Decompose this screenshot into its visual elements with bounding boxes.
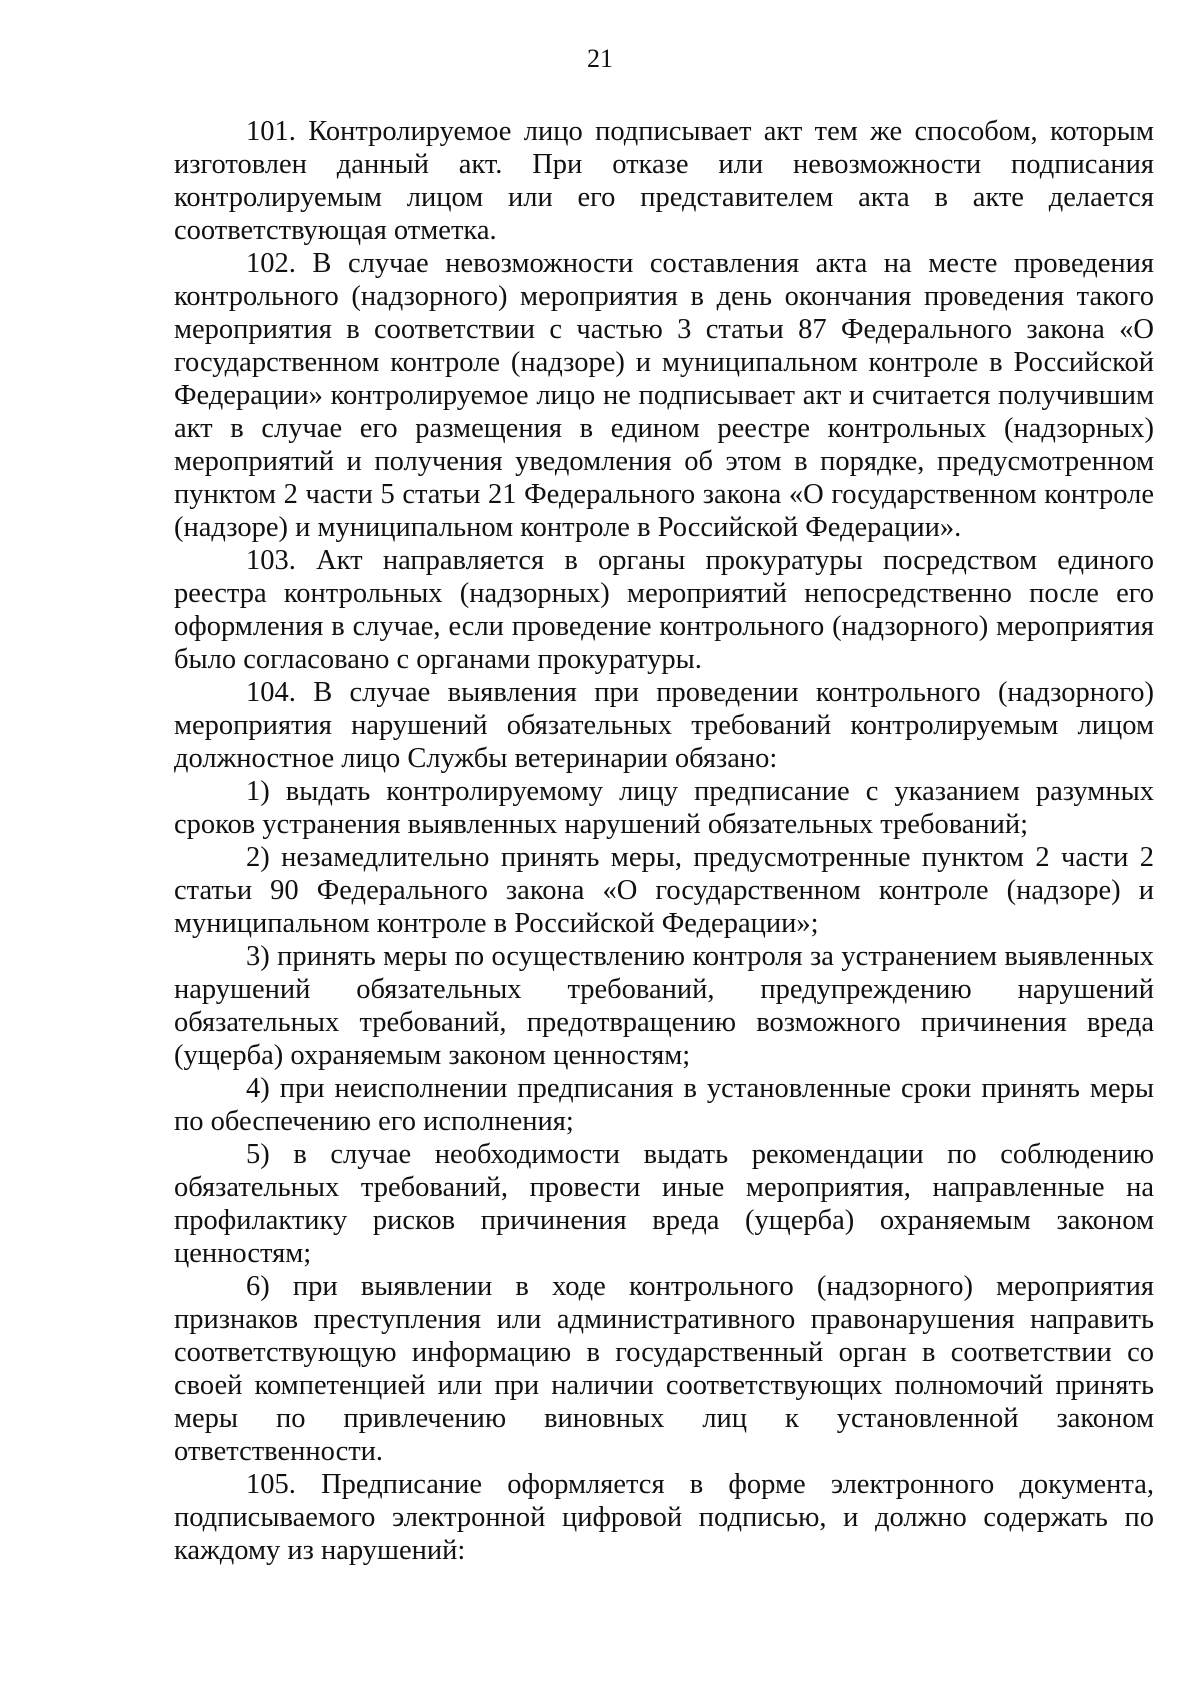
paragraph-103: 103. Акт направляется в органы прокуратуры посредством единого реестра контрольных (надзорных) мероприятий непосредственно после его оформления в случае, если проведение контрольного (надзорного) мероприятия было согласовано с органами прокуратуры. bbox=[174, 545, 1154, 675]
paragraph-101: 101. Контролируемое лицо подписывает акт тем же способом, которым изготовлен данный акт. При отказе или невозможности подписания контролируемым лицом или его представителем акта в акте делается соответствующая отметка. bbox=[174, 116, 1154, 246]
page-number: 21 bbox=[587, 44, 613, 73]
list-item-5: 5) в случае необходимости выдать рекомендации по соблюдению обязательных требований, провести иные мероприятия, направленные на профилактику рисков причинения вреда (ущерба) охраняемым законом ценностям; bbox=[174, 1139, 1154, 1269]
list-item-6: 6) при выявлении в ходе контрольного (надзорного) мероприятия признаков преступления или административного правонарушения направить соответствующую информацию в государственный орган в соответствии со своей компетенцией или при наличии соответствующих полномочий принять меры по привлечению виновных лиц к установленной законом ответственности. bbox=[174, 1271, 1154, 1467]
list-item-1: 1) выдать контролируемому лицу предписание с указанием разумных сроков устранения выявленных нарушений обязательных требований; bbox=[174, 776, 1154, 840]
paragraph-105: 105. Предписание оформляется в форме электронного документа, подписываемого электронной цифровой подписью, и должно содержать по каждому из нарушений: bbox=[174, 1469, 1154, 1566]
paragraph-104: 104. В случае выявления при проведении контрольного (надзорного) мероприятия нарушений обязательных требований контролируемым лицом должностное лицо Службы ветеринарии обязано: bbox=[174, 677, 1154, 774]
list-item-2: 2) незамедлительно принять меры, предусмотренные пунктом 2 части 2 статьи 90 Федерального закона «О государственном контроле (надзоре) и муниципальном контроле в Российской Федерации»; bbox=[174, 842, 1154, 939]
list-item-3: 3) принять меры по осуществлению контроля за устранением выявленных нарушений обязательных требований, предупреждению нарушений обязательных требований, предотвращению возможного причинения вреда (ущерба) охраняемым законом ценностям; bbox=[174, 941, 1154, 1071]
paragraph-102: 102. В случае невозможности составления акта на месте проведения контрольного (надзорного) мероприятия в день окончания проведения такого мероприятия в соответствии с частью 3 статьи 87 Федерального закона «О государственном контроле (надзоре) и муниципальном контроле в Российской Федерации» контролируемое лицо не подписывает акт и считается получившим акт в случае его размещения в едином реестре контрольных (надзорных) мероприятий и получения уведомления об этом в порядке, предусмотренном пунктом 2 части 5 статьи 21 Федерального закона «О государственном контроле (надзоре) и муниципальном контроле в Российской Федерации». bbox=[174, 248, 1154, 543]
document-body bbox=[174, 115, 1154, 1567]
list-item-4: 4) при неисполнении предписания в установленные сроки принять меры по обеспечению его исполнения; bbox=[174, 1073, 1154, 1137]
